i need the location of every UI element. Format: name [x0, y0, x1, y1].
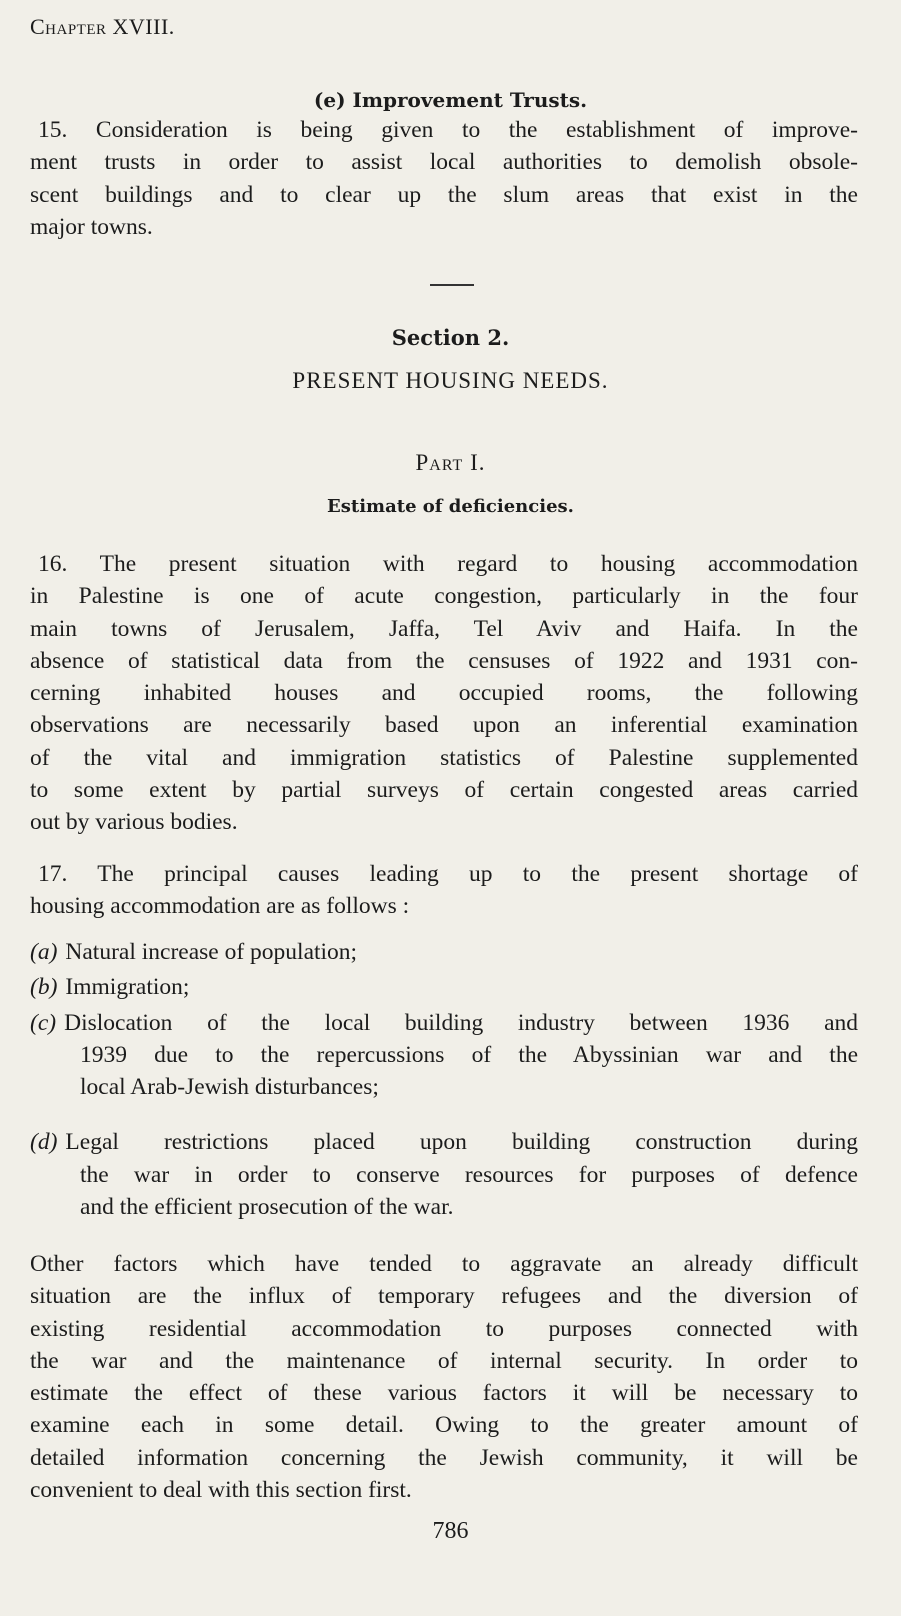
- text-line: convenient to deal with this section first.: [30, 1477, 412, 1504]
- text-line: [30, 1126, 858, 1158]
- paragraph-other-factors: [30, 1248, 858, 1506]
- list-label: (d): [30, 1129, 58, 1156]
- text-line: estimate the effect of these various factors it will be necessary to: [30, 1380, 858, 1407]
- part-label: Part I.: [415, 450, 486, 475]
- causes-list: [30, 936, 858, 1223]
- text-line: in Palestine is one of acute congestion, particularly in the four: [30, 583, 858, 610]
- text-line: 17. The principal causes leading up to the present shortage of: [38, 861, 858, 887]
- text-line: detailed information concerning the Jewish community, it will be: [30, 1444, 858, 1471]
- list-item: [30, 936, 858, 968]
- text-line: [30, 936, 858, 968]
- text-line: Other factors which have tended to aggravate an already difficult: [30, 1251, 858, 1277]
- text-line: local Arab-Jewish disturbances;: [80, 1074, 379, 1101]
- paragraph-16: [30, 548, 858, 839]
- text-line: [30, 971, 858, 1003]
- text-line: major towns.: [30, 213, 153, 240]
- text-line: [30, 1007, 858, 1039]
- section-label: Section 2.: [391, 325, 510, 350]
- list-text: Dislocation of the local building industry between 1936 and: [64, 1009, 858, 1036]
- text-line: ment trusts in order to assist local authorities to demolish obsole-: [30, 149, 858, 176]
- chapter-header: Chapter XVIII.: [30, 14, 175, 39]
- page-number: 786: [432, 1518, 469, 1544]
- list-item: [30, 971, 858, 1003]
- text-line: cerning inhabited houses and occupied rooms, the following: [30, 680, 858, 707]
- text-line: 16. The present situation with regard to housing accommodation: [38, 551, 858, 577]
- text-line: the war and the maintenance of internal security. In order to: [30, 1347, 858, 1374]
- text-line: examine each in some detail. Owing to the greater amount of: [30, 1412, 858, 1439]
- text-line: situation are the influx of temporary refugees and the diversion of: [30, 1283, 858, 1310]
- text-line: and the efficient prosecution of the war.: [80, 1194, 454, 1221]
- paragraph-15: [30, 114, 858, 243]
- text-line: out by various bodies.: [30, 809, 238, 836]
- list-item: [30, 1007, 858, 1104]
- text-line: the war in order to conserve resources for purposes of defence: [80, 1161, 858, 1188]
- text-line: to some extent by partial surveys of certain congested areas carried: [30, 777, 858, 804]
- improvement-trusts-heading: (e) Improvement Trusts.: [313, 88, 588, 112]
- text-line: housing accommodation are as follows :: [30, 893, 410, 920]
- list-label: (a): [30, 939, 58, 965]
- list-text: Immigration;: [65, 974, 190, 1001]
- text-line: observations are necessarily based upon an inferential examination: [30, 712, 858, 739]
- text-line: 1939 due to the repercussions of the Abyssinian war and the: [80, 1041, 858, 1068]
- text-line: scent buildings and to clear up the slum areas that exist in the: [30, 181, 858, 208]
- section-title: PRESENT HOUSING NEEDS.: [292, 368, 609, 393]
- paragraph-17: [30, 858, 858, 923]
- list-label: (c): [30, 1009, 57, 1036]
- text-line: existing residential accommodation to purposes connected with: [30, 1315, 858, 1342]
- text-line: absence of statistical data from the censuses of 1922 and 1931 con-: [30, 647, 858, 674]
- list-text: Natural increase of population;: [65, 939, 358, 965]
- list-label: (b): [30, 974, 58, 1001]
- text-line: 15. Consideration is being given to the establishment of improve-: [38, 117, 858, 143]
- text-line: of the vital and immigration statistics of Palestine supplemented: [30, 744, 858, 771]
- list-item: [30, 1126, 858, 1223]
- text-line: main towns of Jerusalem, Jaffa, Tel Aviv and Haifa. In the: [30, 615, 858, 642]
- list-text: Legal restrictions placed upon building construction during: [65, 1129, 858, 1156]
- section-divider: [430, 284, 474, 286]
- part-subtitle: Estimate of deficiencies.: [327, 496, 574, 517]
